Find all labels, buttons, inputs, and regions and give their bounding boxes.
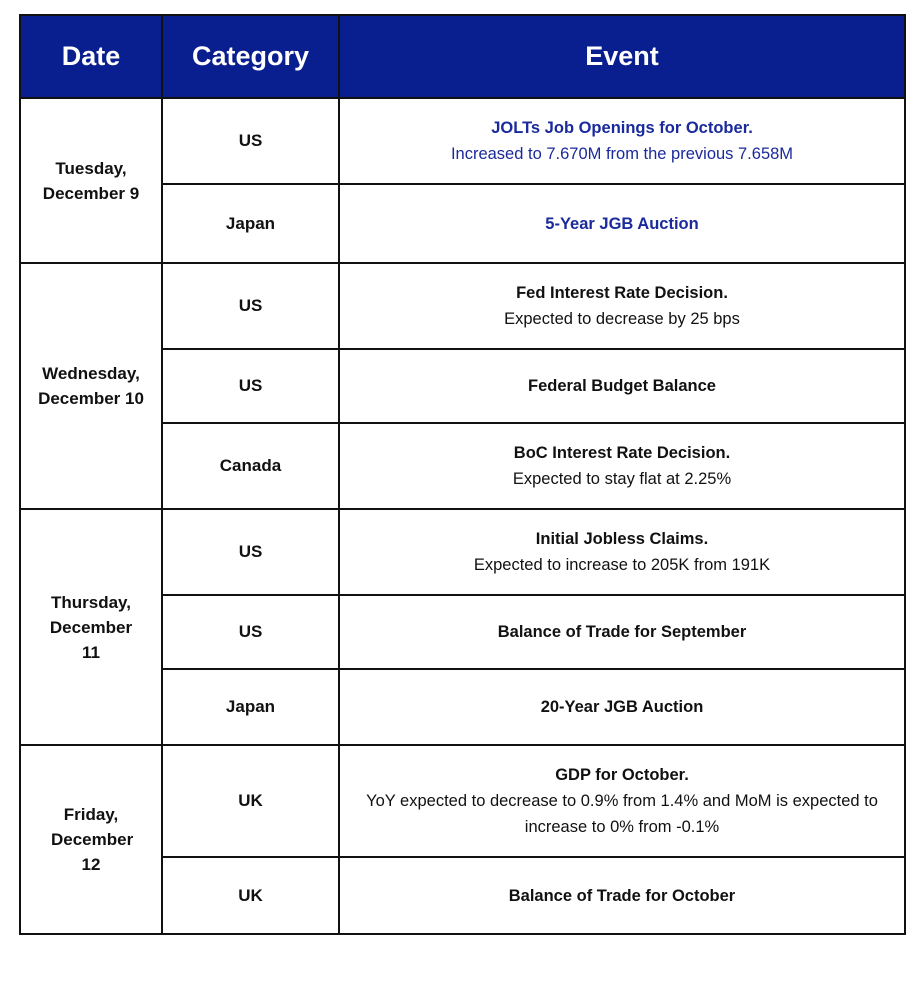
table-row	[20, 263, 905, 349]
category-cell: US	[162, 263, 339, 349]
category-cell: UK	[162, 857, 339, 934]
event-title: Federal Budget Balance	[528, 377, 716, 395]
header-category: Category	[162, 15, 339, 98]
category-cell: US	[162, 98, 339, 184]
category-cell: US	[162, 595, 339, 669]
header-event: Event	[339, 15, 905, 98]
event-title: 20-Year JGB Auction	[540, 698, 704, 716]
event-description: Increased to 7.670M from the previous 7.658M	[450, 145, 794, 163]
header-row	[20, 15, 905, 98]
date-cell-tuesday: Tuesday, December 9	[20, 98, 162, 263]
event-cell	[339, 595, 905, 669]
table-row	[20, 509, 905, 595]
date-cell-wednesday: Wednesday, December 10	[20, 263, 162, 509]
date-cell-thursday: Thursday, December 11	[20, 509, 162, 745]
event-cell	[339, 669, 905, 745]
event-title: 5-Year JGB Auction	[545, 214, 699, 233]
event-cell	[339, 263, 905, 349]
event-cell	[339, 423, 905, 509]
event-title: Balance of Trade for September	[497, 623, 747, 641]
event-cell	[339, 184, 905, 263]
event-description: Expected to stay flat at 2.25%	[512, 470, 732, 488]
event-description: Expected to increase to 205K from 191K	[473, 556, 771, 574]
event-title: Initial Jobless Claims.	[535, 530, 709, 548]
table-row	[20, 98, 905, 184]
category-cell: Japan	[162, 669, 339, 745]
event-title: Balance of Trade for October	[508, 886, 736, 905]
event-cell	[339, 349, 905, 423]
economic-calendar-table	[19, 14, 906, 935]
table-row	[20, 745, 905, 857]
event-description: Expected to decrease by 25 bps	[504, 310, 740, 328]
event-cell	[339, 857, 905, 934]
category-cell: US	[162, 349, 339, 423]
category-cell: Canada	[162, 423, 339, 509]
date-cell-friday: Friday, December 12	[20, 745, 162, 934]
header-date: Date	[20, 15, 162, 98]
event-title: GDP for October.	[555, 766, 689, 784]
event-title: Fed Interest Rate Decision.	[516, 284, 728, 302]
event-title: JOLTs Job Openings for October.	[491, 119, 753, 137]
event-description: YoY expected to decrease to 0.9% from 1.4% and MoM is expected to increase to 0% from -0.1%	[366, 792, 878, 836]
event-cell	[339, 745, 905, 857]
event-cell	[339, 98, 905, 184]
event-cell	[339, 509, 905, 595]
category-cell: UK	[162, 745, 339, 857]
event-title: BoC Interest Rate Decision.	[513, 444, 731, 462]
category-cell: Japan	[162, 184, 339, 263]
category-cell: US	[162, 509, 339, 595]
